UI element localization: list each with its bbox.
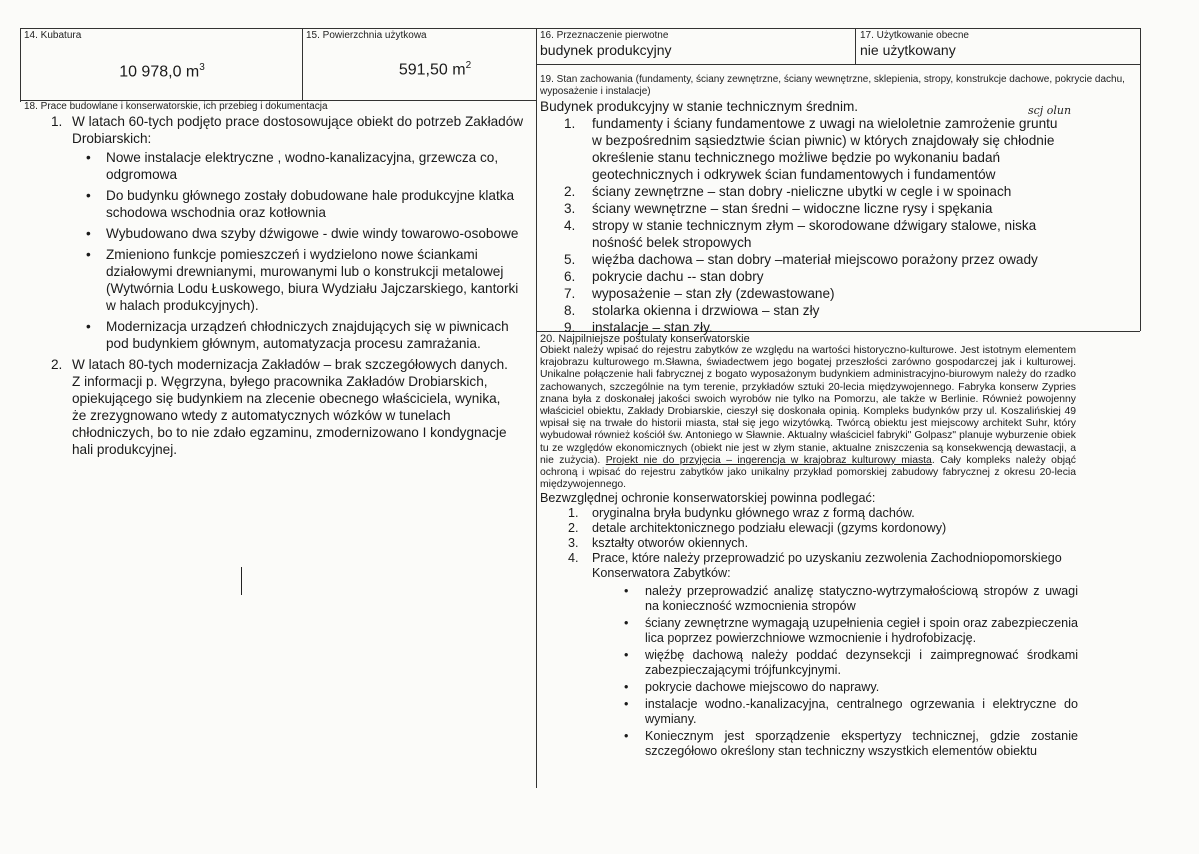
field-label: 15. Powierzchnia użytkowa [306,30,427,41]
list-item [540,268,1138,285]
bullet-item [540,616,1138,646]
bullet-item [540,680,1138,695]
field-label: 16. Przeznaczenie pierwotne [540,30,669,41]
item-text: kształty otworów okiennych. [592,536,749,551]
item-number: 3. [568,536,579,551]
bullet-dot: • [624,697,629,712]
bullet-list [24,149,534,352]
item-text: więźba dachowa – stan dobry –materiał miejscowo porażony przez owady [592,252,1038,267]
item-number: 4. [568,551,579,566]
bullet-text: Do budynku głównego zostały dobudowane hale produkcyjne klatka schodowa wschodnia oraz kotłownia [106,188,515,220]
bullet-text: Koniecznym jest sporządzenie ekspertyzy technicznej, gdzie zostanie szczegółowo określony stan techniczny wszystkich elementów obiektu [645,729,1078,759]
field-label: 20. Najpilniejsze postulaty konserwatorskie [540,333,750,345]
list-item [540,115,1138,183]
field-label: 14. Kubatura [24,30,82,41]
bullet-item [540,729,1138,759]
stan-intro: Budynek produkcyjny w stanie technicznym średnim. [540,99,859,114]
bullet-text: należy przeprowadzić analizę statyczno-wytrzymałościową stropów z uwagi na konieczność wzmocnienia stropów [645,584,1078,614]
bullet-item [24,149,534,183]
bullet-dot: • [86,319,91,334]
field-prace-budowlane [24,101,534,501]
bullet-dot: • [624,680,629,695]
ochrona-list [540,506,1138,581]
stray-mark [241,567,242,595]
item-text: Prace, które należy przeprowadzić po uzyskaniu zezwolenia Zachodniopomorskiego Konserwatora Zabytków: [592,551,1062,581]
right-border [1140,28,1141,331]
list-item [540,285,1138,302]
item-number: 4. [564,218,576,233]
item-number: 3. [564,201,576,216]
item-text: oryginalna bryła budynku głównego wraz z formą dachów. [592,506,915,521]
bullet-text: instalacje wodno.-kanalizacyjna, centralnego ogrzewania i elektryczne do wymiany. [645,697,1078,727]
list-item [540,506,1138,521]
item-text: ściany wewnętrzne – stan średni – widoczne liczne rysy i spękania [592,201,993,216]
prace-bullet-list [540,584,1138,759]
bullet-text: Zmieniono funkcje pomieszczeń i wydzielono nowe ściankami działowymi drewnianymi, murowanymi lub o konstrukcji metalowej (Wytwórnia Lodu Łuskowego, biura Wydziału Jajczarskiego, kantorki w halach produkcyjnych). [106,247,519,313]
list-item [540,536,1138,551]
item-number: 1. [564,116,576,131]
item-text: pokrycie dachu -- stan dobry [592,269,764,284]
col-divider-14-15 [302,28,303,100]
item-number: 2. [568,521,579,536]
item-text: stolarka okienna i drzwiowa – stan zły [592,303,820,318]
item-number: 6. [564,269,576,284]
stan-list [540,115,1138,336]
item-text: detale architektonicznego podziału elewacji (gzyms kordonowy) [592,521,947,536]
bullet-item [24,225,534,242]
przeznaczenie-value: budynek produkcyjny [540,42,672,58]
item-number: 1. [568,506,579,521]
item-number: 7. [564,286,576,301]
field-label: 18. Prace budowlane i konserwatorskie, ich przebieg i dokumentacja [24,101,328,112]
list-item [540,521,1138,536]
left-border [20,28,21,102]
list-item: 2. W latach 80-tych modernizacja Zakładów – brak szczegółowych danych. [51,357,508,372]
list-item [540,200,1138,217]
bullet-text: pokrycie dachowe miejscowo do naprawy. [645,680,880,695]
list-item [540,183,1138,200]
field-label: 19. Stan zachowania (fundamenty, ściany zewnętrzne, ściany wewnętrzne, sklepienia, stropy, konstrukcje dachowe, pokrycie dachu, wyposażenie i instalacje) [540,74,1125,97]
item-number: 5. [564,252,576,267]
item-text: fundamenty i ściany fundamentowe z uwagi na wieloletnie zamrożenie gruntu w bezpośrednim sąsiedztwie ścian piwnic) w których znajdowały się chłodnie określenie stanu technicznego możliwe będzie po wykonaniu badań geotechnicznych i odkrywek ścian fundamentowych i fundamentów [592,116,1058,182]
list-item: 1. W latach 60-tych podjęto prace dostosowujące obiekt do potrzeb Zakładów Drobiarskich: [51,114,524,146]
item-text: stropy w stanie technicznym złym – skorodowane dźwigary stalowe, niska nośność belek stropowych [592,218,1037,250]
powierzchnia-value: 591,50 $m^2$ [398,60,472,79]
bullet-text: Nowe instalacje elektryczne , wodno-kanalizacyjna, grzewcza co, odgromowa [106,150,499,182]
field-postulaty [540,333,1138,773]
bullet-item [540,697,1138,727]
list-item [540,217,1138,251]
field-kubatura [24,30,300,98]
bullet-dot: • [624,584,629,599]
item-number: 9. [564,320,576,335]
list-item [540,251,1138,268]
field-uzytkowanie [860,30,1138,63]
uzytkowanie-value: nie użytkowany [860,42,956,58]
list-item [540,302,1138,319]
item-text: instalacje – stan zły. [592,320,713,335]
bullet-dot: • [86,226,91,241]
bullet-item [540,648,1138,678]
kubatura-value: 10 978,0 $m^3$ [119,62,205,81]
col-divider-16-17 [855,28,856,64]
bullet-dot: • [624,648,629,663]
ochrona-intro: Bezwzględnej ochronie konserwatorskiej powinna podlegać: [540,491,876,506]
top-border [20,28,1140,29]
bullet-text: Modernizacja urządzeń chłodniczych znajdujących się w piwnicach pod budynkiem głównym, automatyzacja procesu zamrażania. [106,319,509,351]
bullet-item [24,318,534,352]
bullet-item [24,246,534,314]
item-number: 8. [564,303,576,318]
field-label: 17. Użytkowanie obecne [860,30,969,41]
field-przeznaczenie [540,30,852,63]
bullet-item [540,584,1138,614]
bullet-dot: • [624,616,629,631]
bullet-text: więźbę dachową należy poddać dezynsekcji i zaimpregnować środkami zabezpieczającymi trójfunkcyjnymi. [645,648,1078,678]
item-text: wyposażenie – stan zły (zdewastowane) [592,286,835,301]
bullet-item [24,187,534,221]
item-number: 2. [564,184,576,199]
bullet-dot: • [86,188,91,203]
bullet-dot: • [86,150,91,165]
paragraph: Z informacji p. Węgrzyna, byłego pracownika Zakładów Drobiarskich, opiekującego się budynkiem na zlecenie obecnego właściciela, wynika, że zrezygnowano wtedy z automatycznych wózków w tunelach chłodniczych, bo to nie zdało egzaminu, zmodernizowano I kondygnacje hali produkcyjnej. [72,374,507,457]
postulaty-text: Obiekt należy wpisać do rejestru zabytków ze względu na wartości historyczno-kulturowe. Jest istotnym elementem krajobrazu kulturowego m.Sławna, świadectwem jego bogatej przeszłości zarówno gospodarczej jak i kulturowej. Unikalne połączenie hali fabrycznej z bogato wyposażonym budynkiem administracyjno-biurowym należy do rzadko zachowanych, szczególnie na tym terenie, przykładów sztuki 20-lecia międzywojennego. Fabryka konserw Zypries znana była z doskonałej jakości swoich wyrobów nie tylko na Pomorzu, ale także w Berlinie. Również powojenny właściciel obiektu, Zakłady Drobiarskie, cieszył się doskonała opinią. Kompleks budynków przy ul. Koszalińskiej 49 wpisał się na trwałe do historii miasta, stał się jego wizytówką. Twórcą obiektu jest miejscowy architekt Suhr, który wybudował również kościół św. Antoniego w Sławnie. Aktualny właściciel fabryki" Golpasz" planuje wyburzenie obiek tu ze względów ekonomicznych (obiekt nie jest w złym stanie, aktualne zniszczenia są konsekwencją dewastacji, a nie zużycia). Projekt nie do przyjęcia – ingerencja w krajobraz kulturowy miasta. Cały kompleks należy objąć ochroną i wpisać do rejestru zabytków jako unikalny przykład pomorskiej zabudowy fabrycznej z okresu 20-lecia międzywojennego. [540,345,1077,491]
bullet-dot: • [624,729,629,744]
bullet-text: ściany zewnętrzne wymagają uzupełnienia cegieł i spoin oraz zabezpieczenia lica poprzez powierzchniowe wzmocnienie i hydrofobizację. [645,616,1078,646]
handwritten-note: scj olun [1028,104,1072,117]
right-row-divider-1 [536,64,1140,65]
main-col-divider [536,28,537,788]
field-powierzchnia [306,30,534,98]
bullet-text: Wybudowano dwa szyby dźwigowe - dwie windy towarowo-osobowe [106,226,519,241]
bullet-dot: • [86,247,91,262]
item-text: ściany zewnętrzne – stan dobry -nieliczne ubytki w cegle i w spoinach [592,184,1012,199]
list-item [540,551,1138,581]
